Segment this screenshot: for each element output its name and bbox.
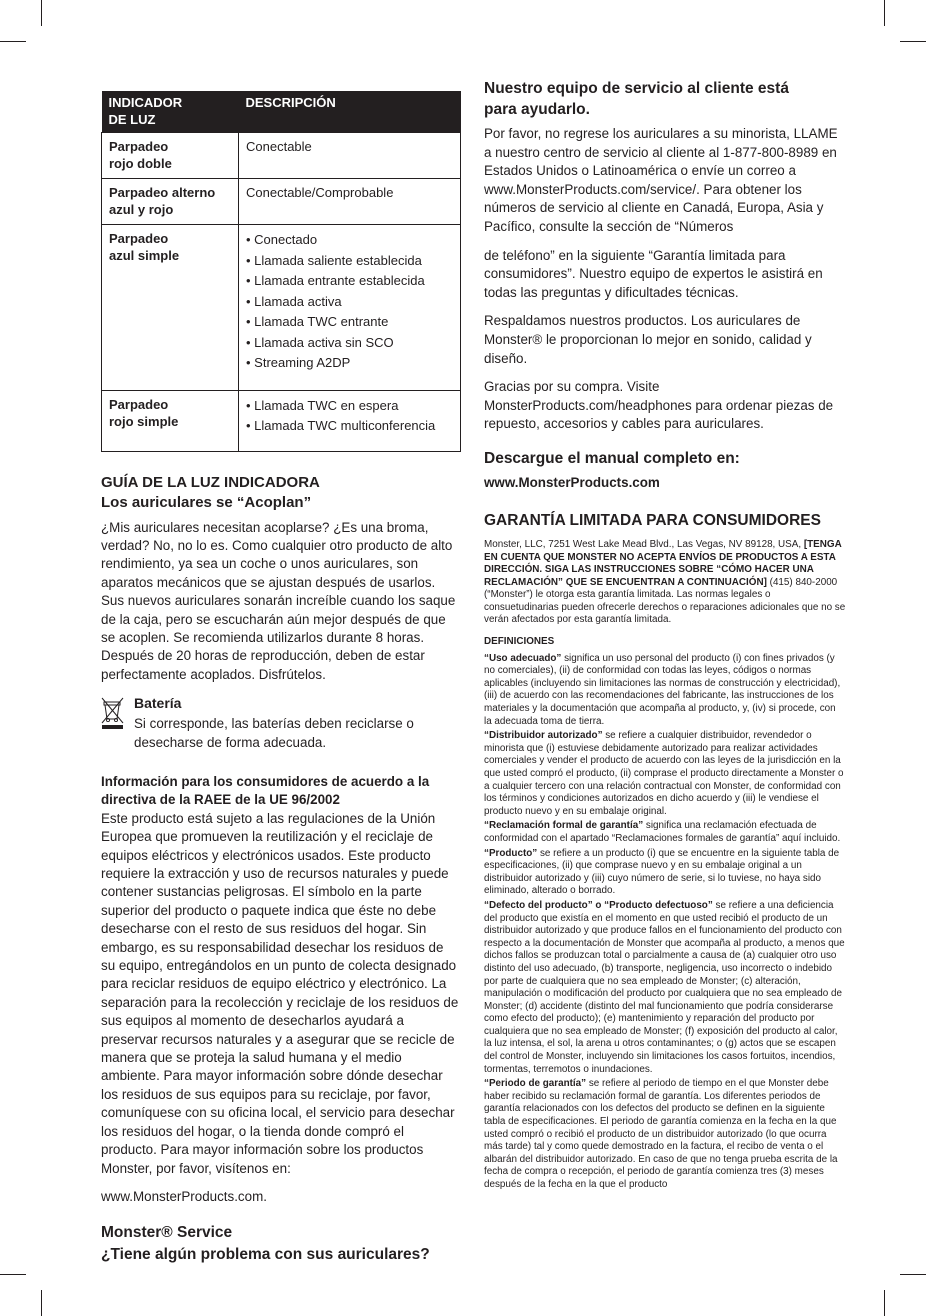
- battery-body: Si corresponde, las baterías deben reciclarse o desecharse de forma adecuada.: [134, 716, 414, 750]
- crop-mark: [0, 41, 26, 42]
- weee-section: [101, 773, 461, 1206]
- definition-term: “Periodo de garantía”: [484, 1078, 587, 1090]
- weee-url: www.MonsterProducts.com.: [101, 1188, 267, 1204]
- definition-item: [484, 1078, 846, 1191]
- crop-mark: [900, 41, 926, 42]
- guide-subtitle: Los auriculares se “Acoplan”: [101, 493, 312, 511]
- definition-term: “Defecto del producto” o “Producto defectuoso”: [484, 899, 713, 911]
- definition-term: “Producto”: [484, 847, 538, 859]
- warranty-intro-notice: [TENGA EN CUENTA QUE MONSTER NO ACEPTA ENVÍOS DE PRODUCTOS A ESTA DIRECCIÓN. SIGA LAS INSTRUCCIONES SOBRE “CÓMO HACER UNA RECLAMACIÓN” QUE SE ENCUENTRAN A CONTINUACIÓN]: [484, 538, 842, 588]
- description-item: • Llamada TWC en espera: [246, 396, 453, 417]
- team-paragraph: Por favor, no regrese los auriculares a su minorista, LLAME a nuestro centro de servicio al cliente al 1-877-800-8989 en Estados Unidos o Latinoamérica o envíe un correo a www.MonsterProducts.com/service/. Para obtener los números de servicio al cliente en Canadá, Europa, Asia y Pacífico, consulte la sección de “Números: [484, 126, 838, 234]
- description-item: • Llamada activa sin SCO: [246, 333, 453, 354]
- table-row: [102, 225, 461, 391]
- warranty-intro-rest: (415) 840-2000 (“Monster”) le otorga esta garantía limitada. Las normas legales o consuetudinarias pueden ofrecerle derechos o reparaciones adicionales que no se verán afectados por esta garantía limitada.: [484, 576, 846, 626]
- warranty-intro-address: Monster, LLC, 7251 West Lake Mead Blvd., Las Vegas, NV 89128, USA,: [484, 538, 804, 550]
- download-title: Descargue el manual completo en:: [484, 449, 740, 467]
- definition-term: “Uso adecuado”: [484, 652, 562, 664]
- definition-text: se refiere al periodo de tiempo en el que Monster debe haber recibido su reclamación formal de garantía. Los diferentes periodos de garantía relacionados con los defectos del producto se definen en la siguiente tabla de especificaciones. El periodo de garantía comienza en la fecha en la que usted compró o recibió el producto de un distribuidor autorizado (lo que ocurra más tarde) tal y como quede demostrado en la factura, el recibo de venta o el albarán del distribuidor autorizado. En caso de que no tenga prueba escrita de la fecha de compra o recepción, el periodo de garantía comienza tres (3) meses después de la fecha en la que el producto: [484, 1078, 838, 1190]
- definition-text: se refiere a cualquier distribuidor, revendedor o minorista que (i) estuviese debidamente autorizado para realizar actividades comerciales y vender el producto de acuerdo con las leyes de la jurisdicción en la que usted compró el producto, (ii) comprase el producto directamente a Monster o a cualquier tercero con una relación contractual con Monster, de conformidad con los términos y condiciones autorizados en dicho acuerdo y (iii) le vendiese el producto nuevo y en su embalaje original.: [484, 730, 844, 817]
- definition-item: [484, 900, 846, 1076]
- definition-item: [484, 730, 846, 818]
- table-row: [102, 390, 461, 451]
- warranty-intro: [484, 539, 846, 627]
- description-cell: Conectable: [239, 133, 461, 179]
- crop-mark: [884, 1290, 885, 1316]
- download-url[interactable]: www.MonsterProducts.com: [484, 474, 660, 490]
- team-title: Nuestro equipo de servicio al cliente está para ayudarlo.: [484, 80, 789, 118]
- definition-text: significa una reclamación efectuada de conformidad con el apartado “Reclamaciones formales de garantía” aquí incluido.: [484, 820, 841, 844]
- team-paragraph: Respaldamos nuestros productos. Los auriculares de Monster® le proporcionan lo mejor en sonido, calidad y diseño.: [484, 313, 812, 366]
- led-indicator-table: [101, 91, 461, 452]
- warranty-body: [484, 539, 846, 1192]
- indicator-cell: Parpadeo rojo doble: [102, 133, 239, 179]
- warranty-title: GARANTÍA LIMITADA PARA CONSUMIDORES: [484, 511, 821, 529]
- header-description: DESCRIPCIÓN: [239, 91, 461, 133]
- header-indicator: INDICADOR DE LUZ: [102, 91, 239, 133]
- indicator-cell: Parpadeo azul simple: [102, 225, 239, 391]
- table-header-row: [102, 91, 461, 133]
- right-column: [484, 78, 846, 1194]
- indicator-cell: Parpadeo rojo simple: [102, 390, 239, 451]
- description-item: • Conectado: [246, 230, 453, 251]
- weee-body: Este producto está sujeto a las regulaciones de la Unión Europea que promueven la reutilización y el reciclaje de equipos eléctricos y electrónicos usados. Este producto requiere la extracción y uso de recursos naturales y puede contener sustancias peligrosas. El símbolo en la parte superior del producto o paquete indica que éste no debe desecharse con el resto de sus residuos del hogar. Sin embargo, es su responsabilidad desechar los residuos de su equipo, entregándolos en un punto de colecta designado para reciclar residuos de equipo eléctrico y electrónico. La separación para la recolección y reciclaje de los residuos de sus equipos al momento de desecharlos ayudará a preservar recursos naturales y a asegurar que se recicle de manera que se proteja la salud humana y el medio ambiente. Para mayor información sobre dónde desechar los residuos de sus equipos para su reciclaje, por favor, comuníquese con su oficina local, el servicio para desechar los residuos del hogar, o la tienda donde compró el producto. Para mayor información sobre los productos Monster, por favor, visítenos en:: [101, 810, 459, 1176]
- crop-mark: [900, 1274, 926, 1275]
- crop-mark: [41, 0, 42, 26]
- definition-term: “Distribuidor autorizado”: [484, 730, 603, 742]
- definition-item: [484, 848, 846, 898]
- left-column: [101, 91, 461, 1266]
- definition-text: se refiere a un producto (i) que se encuentre en la siguiente tabla de especificaciones, (ii) que comprase nuevo y en su embalaje original a un distribuidor autorizado y (iii) cuyo número de serie, si lo tuviese, no haya sido eliminado, alterado o borrado.: [484, 847, 840, 897]
- team-paragraph: de teléfono” en la siguiente “Garantía limitada para consumidores”. Nuestro equipo de expertos le asistirá en todas las preguntas y dificultades técnicas.: [484, 247, 823, 300]
- guide-title: GUÍA DE LA LUZ INDICADORA: [101, 473, 320, 491]
- battery-title: Batería: [134, 695, 182, 712]
- description-item: • Llamada TWC entrante: [246, 312, 453, 333]
- description-item: • Llamada activa: [246, 292, 453, 313]
- definition-text: se refiere a una deficiencia del producto que existía en el momento en que usted recibió el producto de un distribuidor autorizado y que produce fallos en el funcionamiento del producto con respecto a la documentación de Monster que acompaña al producto, a menos que dichos fallos se produzcan total o parcialmente a causa de (a) cualquier otro uso distinto del uso adecuado, (b) transporte, negligencia, uso incorrecto o indebido por parte de cualquiera que no sea empleado de Monster; (c) alteración, manipulación o modificación del producto por cualquiera que no sea empleado de Monster; (d) accidente (distinto del mal funcionamiento que podría considerarse como efecto del producto); (e) mantenimiento y reparación del producto por cualquiera que no sea empleado de Monster; (f) exposición del producto al calor, la luz intensa, el sol, la arena u otros contaminantes; o (g) actos que se escapen del control de Monster, incluyendo sin limitaciones los casos fortuitos, incendios, tormentas, terremotos o inundaciones.: [484, 899, 845, 1075]
- definition-item: [484, 820, 846, 845]
- battery-section: [101, 694, 461, 752]
- guide-section: [101, 473, 461, 685]
- description-item: • Llamada entrante establecida: [246, 271, 453, 292]
- indicator-cell: Parpadeo alterno azul y rojo: [102, 179, 239, 225]
- team-paragraph: Gracias por su compra. Visite MonsterProducts.com/headphones para ordenar piezas de repuesto, accesorios y cables para auriculares.: [484, 379, 834, 432]
- description-cell: [239, 225, 461, 391]
- crop-mark: [41, 1290, 42, 1316]
- crossed-out-bin-icon: [101, 696, 125, 730]
- guide-body: ¿Mis auriculares necesitan acoplarse? ¿Es una broma, verdad? No, no lo es. Como cualquier otro producto de alto rendimiento, ya sea un coche o unos auriculares, son aparatos mecánicos que se ajustan después de usarlos. Sus nuevos auriculares sonarán increíble cuando los saque de la caja, pero se escucharán aún mejor después de que se acoplen. Se recomienda utilizarlos durante 8 horas. Después de 20 horas de reproducción, deben de estar perfectamente acoplados. Disfrútelos.: [101, 519, 456, 682]
- description-cell: Conectable/Comprobable: [239, 179, 461, 225]
- description-item: • Llamada saliente establecida: [246, 251, 453, 272]
- definition-item: [484, 653, 846, 729]
- weee-title: Información para los consumidores de acuerdo a la directiva de la RAEE de la UE 96/2002: [101, 773, 430, 808]
- crop-mark: [884, 0, 885, 26]
- definition-term: “Reclamación formal de garantía”: [484, 820, 644, 832]
- crop-mark: [0, 1274, 26, 1275]
- table-row: [102, 179, 461, 225]
- description-item: • Streaming A2DP: [246, 353, 453, 374]
- description-item: • Llamada TWC multiconferencia: [246, 416, 453, 437]
- table-row: [102, 133, 461, 179]
- description-cell: [239, 390, 461, 451]
- service-subtitle: ¿Tiene algún problema con sus auriculares?: [101, 1246, 430, 1264]
- service-section: [101, 1222, 461, 1266]
- definition-text: significa un uso personal del producto (i) con fines privados (y no comerciales), (ii) de conformidad con todas las leyes, códigos o normas aplicables (incluyendo sin limitaciones las normas de construcción y electricidad), (iii) de acuerdo con las recomendaciones del fabricante, las instrucciones de los materiales y la documentación que acompaña al producto, y, (iv) si procede, con la adecuada toma de tierra.: [484, 652, 841, 727]
- definitions-title: DEFINICIONES: [484, 636, 555, 648]
- service-title: Monster® Service: [101, 1224, 233, 1242]
